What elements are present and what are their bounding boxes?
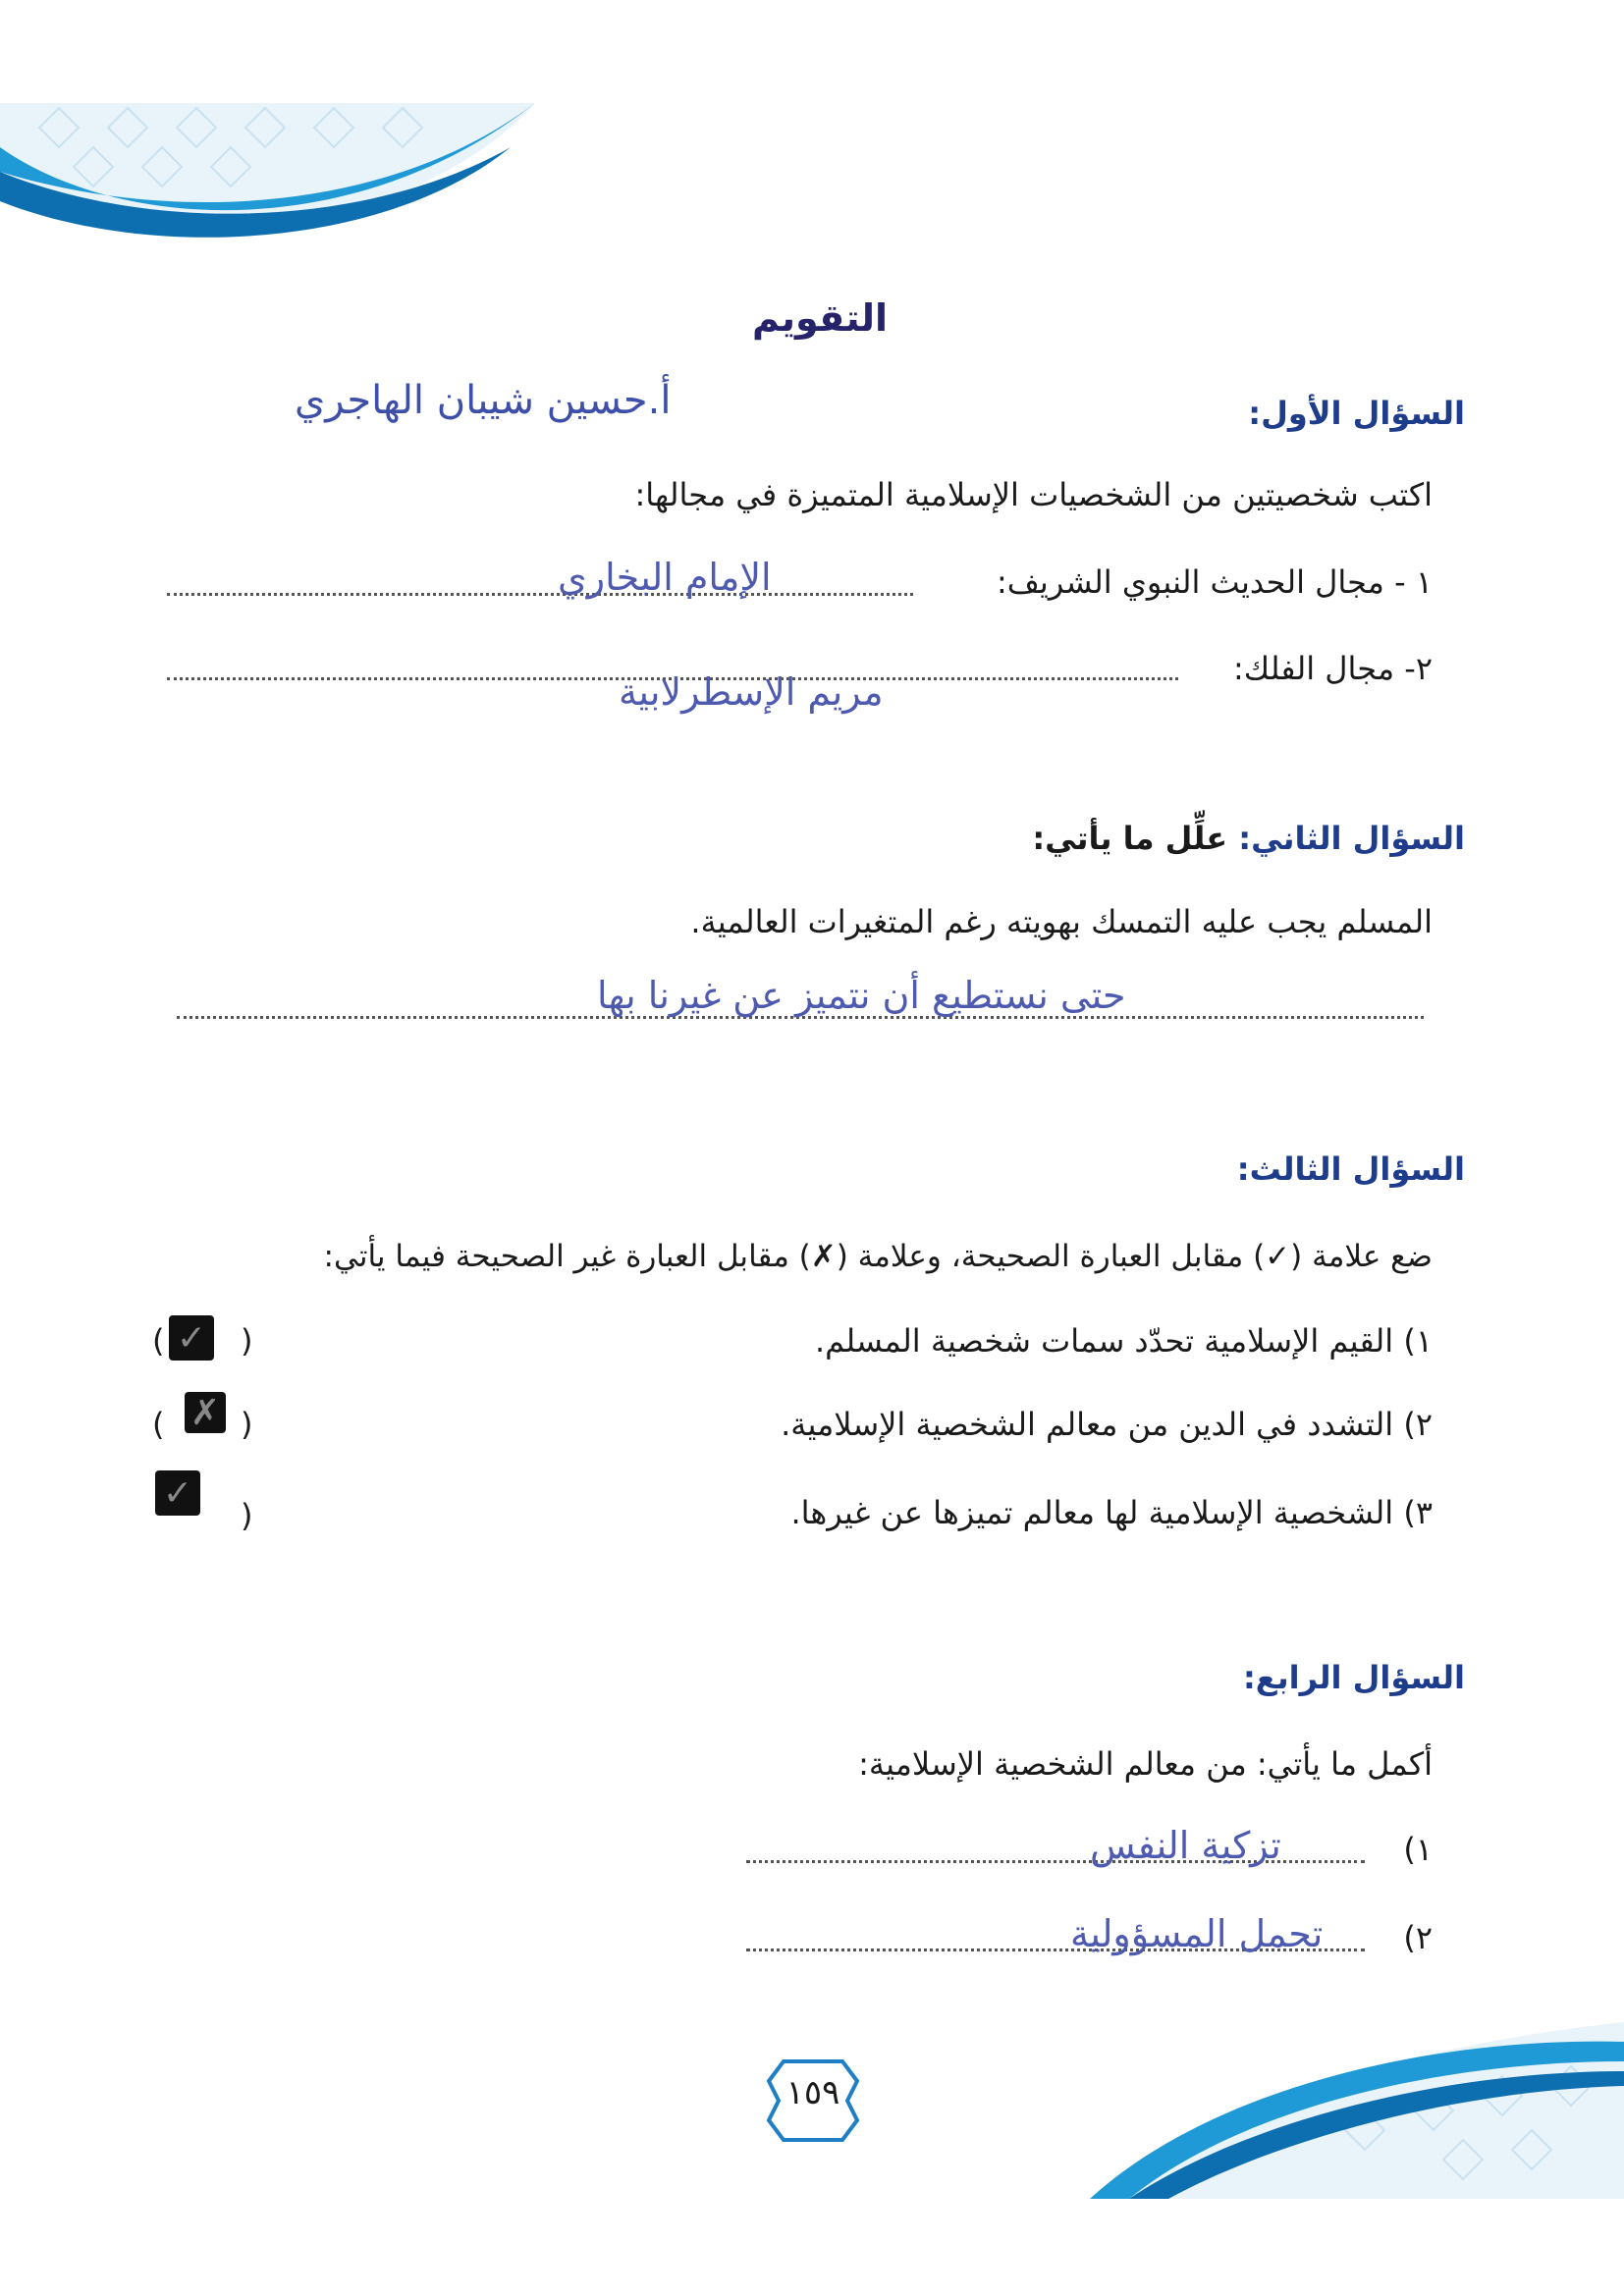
question-1-item-2-label: ٢- مجال الفلك: [1232, 650, 1433, 687]
question-2-label: السؤال الثاني: [1238, 820, 1465, 857]
item-number: ٢) [1403, 1406, 1433, 1443]
question-2-instruction: علِّل ما يأتي: [1032, 820, 1228, 857]
paren-open: ( [241, 1497, 253, 1534]
check-mark-icon[interactable]: ✓ [155, 1470, 200, 1516]
question-1-item-1-label: ١ - مجال الحديث النبوي الشريف: [997, 563, 1433, 601]
question-1-heading: السؤال الأول: [1248, 395, 1465, 432]
question-4-item-1-number: ١) [1403, 1831, 1433, 1868]
page-number: ١٥٩ [785, 2073, 840, 2112]
question-4-item-1-answer: تزكية النفس [1090, 1824, 1281, 1867]
question-4-item-2-number: ٢) [1403, 1919, 1433, 1956]
question-4-heading: السؤال الرابع: [1242, 1659, 1465, 1696]
question-3-instruction: ضع علامة (✓) مقابل العبارة الصحيحة، وعلامة (✗) مقابل العبارة غير الصحيحة فيما يأتي: [323, 1239, 1433, 1274]
bottom-wave-decoration [1070, 2002, 1624, 2199]
paren-close: ) [152, 1322, 165, 1360]
author-name: أ.حسين شيبان الهاجري [295, 378, 672, 423]
question-4-item-2-answer: تحمل المسؤولية [1070, 1912, 1324, 1955]
question-3-heading: السؤال الثالث: [1236, 1150, 1465, 1188]
cross-mark-icon[interactable]: ✗ [185, 1392, 226, 1433]
question-1-item-1-answer: الإمام البخاري [558, 556, 772, 599]
question-2-heading [1032, 820, 1465, 857]
item-text: القيم الإسلامية تحدّد سمات شخصية المسلم. [814, 1322, 1394, 1360]
question-3-item-1 [815, 1322, 1433, 1360]
paren-open: ( [241, 1406, 253, 1443]
top-wave-decoration [0, 0, 550, 265]
item-number: ١) [1403, 1322, 1433, 1360]
question-3-item-3 [790, 1494, 1433, 1531]
question-2-answer: حتى نستطيع أن نتميز عن غيرنا بها [597, 974, 1126, 1017]
question-4-prompt: أكمل ما يأتي: من معالم الشخصية الإسلامية: [858, 1745, 1433, 1783]
question-3-item-2 [781, 1406, 1433, 1443]
question-1-item-2-answer: مريم الإسطرلابية [619, 670, 884, 714]
item-text: الشخصية الإسلامية لها معالم تميزها عن غيرها. [790, 1494, 1394, 1531]
answer-line [167, 593, 913, 596]
paren-open: ( [241, 1322, 253, 1360]
question-2-statement: المسلم يجب عليه التمسك بهويته رغم المتغيرات العالمية. [690, 903, 1433, 940]
page-title: التقويم [751, 296, 889, 340]
item-number: ٣) [1403, 1494, 1433, 1531]
paren-close: ) [152, 1406, 165, 1443]
check-mark-icon[interactable]: ✓ [169, 1315, 214, 1361]
item-text: التشدد في الدين من معالم الشخصية الإسلامية. [781, 1406, 1394, 1443]
question-1-prompt: اكتب شخصيتين من الشخصيات الإسلامية المتميزة في مجالها: [634, 476, 1433, 513]
